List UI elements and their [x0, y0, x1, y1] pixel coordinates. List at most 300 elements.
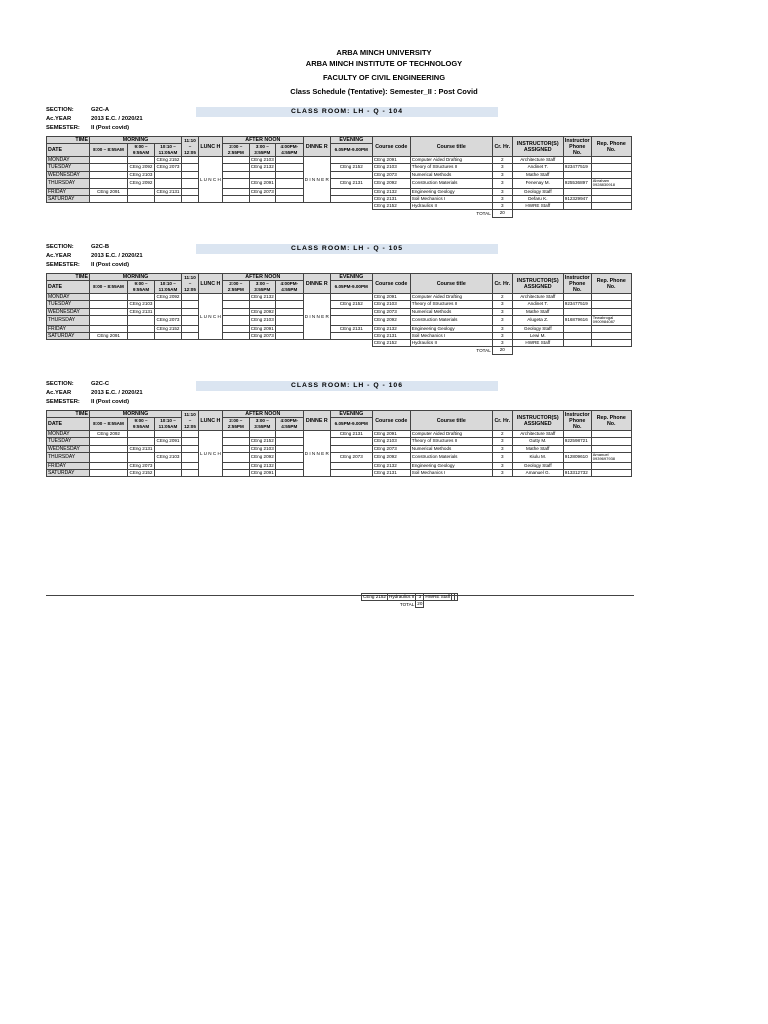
- dinner-header: DINNE R: [303, 137, 330, 157]
- slot-header: 6.05PM-9.00PM: [330, 144, 372, 157]
- faculty-name: FACULTY OF CIVIL ENGINEERING: [322, 73, 446, 82]
- afternoon-header: AFTER NOON: [222, 411, 303, 418]
- day-cell: SATURDAY: [47, 332, 90, 339]
- dinner-header: DINNE R: [303, 274, 330, 294]
- course-code: CEng 2103: [372, 164, 410, 171]
- instructor-phone: [563, 431, 591, 438]
- course-code: CEng 2152: [372, 340, 410, 347]
- slot-header: 3:00 – 3:55PM: [249, 144, 275, 157]
- year-label: Ac.YEAR: [46, 253, 72, 259]
- section-value: G2C-B: [91, 244, 110, 250]
- slot-cell: [182, 195, 199, 202]
- course-code: CEng 2131: [372, 469, 410, 476]
- evening-header: EVENING: [330, 411, 372, 418]
- instructor-phone: [563, 203, 591, 210]
- slot-cell: CEng 2092: [128, 178, 155, 188]
- lunch-break: L U N C H: [199, 294, 223, 340]
- slot-header: 10:10 – 11:05AM: [155, 281, 182, 294]
- slot-cell: [330, 171, 372, 178]
- semester-label: SEMESTER:: [46, 262, 80, 268]
- total-value: 20: [492, 347, 512, 354]
- slot-header: 11:10 – 12:05: [182, 137, 199, 157]
- slot-cell: [275, 178, 303, 188]
- slot-cell: [182, 308, 199, 315]
- credit-hours: 2: [492, 157, 512, 164]
- slot-cell: [182, 452, 199, 462]
- slot-cell: [182, 445, 199, 452]
- slot-cell: CEng 2073: [330, 452, 372, 462]
- time-header: TIME: [47, 137, 90, 144]
- course-title: Soil Mechanics I: [410, 332, 492, 339]
- slot-cell: [222, 157, 249, 164]
- slot-cell: CEng 2131: [156, 188, 180, 194]
- year-value: 2013 E.C. / 2020/21: [91, 253, 143, 259]
- course-title: Engineering Geology: [410, 325, 492, 332]
- instructor: Lewi M.: [512, 332, 563, 339]
- dinner-break: D I N N E R: [303, 294, 330, 340]
- morning-header: MORNING: [90, 274, 182, 281]
- slot-cell: CEng 2152: [156, 325, 180, 331]
- rep-phone: Tewabrogal 0900984087: [591, 315, 631, 325]
- table-row: [47, 462, 632, 469]
- slot-cell: [330, 438, 372, 445]
- instructor-phone: 916879616: [563, 315, 591, 325]
- slot-cell: [222, 188, 249, 195]
- rep-phone: [591, 188, 631, 195]
- course-title: Computer Aided Drafting: [410, 294, 492, 301]
- slot-header: 2:00 – 2:55PM: [222, 418, 249, 431]
- slot-cell: [128, 157, 155, 164]
- credit-header: Cr. Hr.: [492, 274, 512, 294]
- credit-hours: 3: [492, 188, 512, 195]
- course-code: CEng 2103: [372, 438, 410, 445]
- credit-header: Cr. Hr.: [492, 411, 512, 431]
- date-header: DATE: [47, 281, 90, 294]
- semester-label: SEMESTER:: [46, 399, 80, 405]
- slot-cell: [182, 188, 199, 195]
- table-row: [47, 452, 632, 462]
- day-cell: TUESDAY: [47, 301, 90, 308]
- slot-cell: CEng 2152: [156, 157, 180, 163]
- instructor: Geology Staff: [512, 325, 563, 332]
- slot-cell: [222, 325, 249, 332]
- slot-cell: CEng 2132: [250, 294, 274, 300]
- slot-cell: [90, 462, 128, 469]
- afternoon-header: AFTER NOON: [222, 274, 303, 281]
- slot-header: 4:00PM- 4:55PM: [275, 281, 303, 294]
- semester-value: II (Post covid): [91, 262, 130, 268]
- schedule-table: [46, 410, 632, 477]
- slot-cell: [155, 431, 182, 438]
- total-label: TOTAL: [372, 347, 492, 354]
- slot-cell: CEng 2073: [129, 462, 153, 468]
- slot-cell: CEng 2091: [249, 178, 275, 188]
- rep-phone: [591, 308, 631, 315]
- instructor: Geology Staff: [512, 462, 563, 469]
- day-cell: THURSDAY: [47, 315, 90, 325]
- credit-hours: 3: [492, 462, 512, 469]
- credit-hours: 3: [492, 301, 512, 308]
- table-row: [47, 308, 632, 315]
- slot-cell: [275, 308, 303, 315]
- dinner-break: D I N N E R: [303, 157, 330, 203]
- slot-cell: [222, 438, 249, 445]
- course-title: Hydraulics II: [389, 594, 415, 600]
- course-code-header: Course code: [372, 411, 410, 431]
- slot-cell: [222, 171, 249, 178]
- slot-cell: [155, 445, 182, 452]
- credit-hours: 3: [492, 164, 512, 171]
- slot-cell: [275, 469, 303, 476]
- total-value: 20: [417, 601, 423, 607]
- slot-cell: CEng 2152: [129, 470, 153, 476]
- course-title: Computer Aided Drafting: [410, 431, 492, 438]
- course-code: CEng 2091: [372, 431, 410, 438]
- schedule-table: [46, 136, 632, 218]
- slot-cell: CEng 2103: [129, 301, 153, 307]
- instructor: Alugeta Z.: [512, 315, 563, 325]
- instructor: Kiulu M.: [512, 452, 563, 462]
- slot-cell: [182, 462, 199, 469]
- slot-cell: [249, 301, 275, 308]
- rep-phone: [591, 340, 631, 347]
- rep-phone: [591, 445, 631, 452]
- credit-hours: 2: [492, 294, 512, 301]
- class-room-banner: CLASS ROOM: LH - Q - 106: [196, 381, 498, 391]
- course-title: Construction Materials: [410, 315, 492, 325]
- header-row: [47, 411, 632, 418]
- slot-cell: [155, 195, 182, 202]
- semester-label: SEMESTER:: [46, 125, 80, 131]
- slot-cell: [330, 469, 372, 476]
- slot-cell: [90, 157, 128, 164]
- slot-cell: CEng 2092: [129, 164, 153, 170]
- slot-cell: [330, 157, 372, 164]
- credit-hours: 3: [492, 195, 512, 202]
- lunch-header: LUNC H: [199, 274, 223, 294]
- slot-cell: [128, 325, 155, 332]
- slot-cell: CEng 2152: [250, 438, 274, 444]
- instructor-phone-header: Instructor Phone No.: [564, 137, 590, 156]
- course-code: CEng 2073: [372, 308, 410, 315]
- slot-cell: [128, 294, 155, 301]
- course-code: CEng 2131: [372, 195, 410, 202]
- course-title: Theory of Structures II: [410, 164, 492, 171]
- slot-cell: CEng 2131: [129, 445, 153, 451]
- header-row: [47, 274, 632, 281]
- slot-cell: CEng 2092: [90, 431, 128, 438]
- slot-cell: [275, 325, 303, 332]
- instructor: Fenenay M.: [512, 178, 563, 188]
- slot-cell: [275, 164, 303, 171]
- table-row: [47, 178, 632, 188]
- credit-hours: 3: [492, 340, 512, 347]
- instructor-phone: [563, 294, 591, 301]
- table-row: [47, 438, 632, 445]
- instructor-phone: [563, 340, 591, 347]
- course-code: CEng 2073: [372, 171, 410, 178]
- instructor-phone: [563, 332, 591, 339]
- course-code: CEng 2091: [372, 157, 410, 164]
- slot-header: 6.05PM-9.00PM: [330, 281, 372, 294]
- slot-cell: [90, 452, 128, 462]
- course-code: CEng 2092: [372, 315, 410, 325]
- course-code: CEng 2091: [372, 294, 410, 301]
- document-header: [0, 47, 768, 97]
- rep-phone-header: Rep. Phone No.: [591, 274, 631, 294]
- slot-cell: [182, 294, 199, 301]
- course-title: Theory of Structures II: [410, 438, 492, 445]
- instructor-phone: 923477519: [563, 301, 591, 308]
- slot-cell: [330, 445, 372, 452]
- day-cell: TUESDAY: [47, 438, 90, 445]
- instructor: Andinet T.: [512, 164, 563, 171]
- slot-header: 8:00 – 8:55AM: [90, 281, 128, 294]
- course-title-header: Course title: [410, 137, 492, 157]
- slot-cell: CEng 2131: [330, 431, 372, 438]
- time-header: TIME: [47, 411, 90, 418]
- instructor: Defaru K.: [512, 195, 563, 202]
- credit-hours: 3: [492, 438, 512, 445]
- slot-cell: CEng 2103: [155, 452, 182, 462]
- semester-value: II (Post covid): [91, 125, 130, 131]
- instructor: Architecture Staff: [512, 294, 563, 301]
- section-meta: [46, 243, 143, 270]
- credit-hours: 3: [492, 445, 512, 452]
- table-row: [47, 195, 632, 202]
- slot-cell: [222, 308, 249, 315]
- dinner-header: DINNE R: [303, 411, 330, 431]
- rep-phone: [591, 195, 631, 202]
- slot-cell: [90, 438, 128, 445]
- day-cell: THURSDAY: [47, 178, 90, 188]
- slot-cell: [90, 178, 128, 188]
- slot-cell: [275, 445, 303, 452]
- day-cell: WEDNESDAY: [47, 445, 90, 452]
- slot-cell: [275, 452, 303, 462]
- table-row: [47, 332, 632, 339]
- course-title: Hydraulics II: [410, 203, 492, 210]
- instructor: Mathe Staff: [512, 171, 563, 178]
- course-title: Soil Mechanics I: [410, 469, 492, 476]
- slot-cell: [222, 452, 249, 462]
- table-row: [47, 294, 632, 301]
- day-cell: WEDNESDAY: [47, 308, 90, 315]
- slot-cell: [330, 294, 372, 301]
- lunch-break: L U N C H: [199, 431, 223, 477]
- credit-hours: 3: [492, 332, 512, 339]
- slot-cell: [90, 315, 128, 325]
- slot-header: 11:10 – 12:05: [182, 411, 199, 431]
- footer-divider: [46, 595, 634, 596]
- day-cell: MONDAY: [47, 294, 90, 301]
- day-cell: MONDAY: [47, 431, 90, 438]
- rep-phone: [591, 431, 631, 438]
- day-cell: FRIDAY: [47, 325, 90, 332]
- table-row: [47, 431, 632, 438]
- slot-cell: CEng 2091: [250, 470, 274, 476]
- instructor: HWRE Staff: [425, 594, 451, 600]
- course-code: CEng 2131: [372, 332, 410, 339]
- instructor-phone: [563, 308, 591, 315]
- slot-header: 4:00PM- 4:55PM: [275, 144, 303, 157]
- rep-phone: [591, 301, 631, 308]
- course-code: CEng 2073: [372, 445, 410, 452]
- rep-phone: [591, 469, 631, 476]
- slot-cell: [222, 301, 249, 308]
- slot-cell: [275, 157, 303, 164]
- slot-cell: [222, 164, 249, 171]
- slot-cell: [90, 445, 128, 452]
- day-cell: FRIDAY: [47, 462, 90, 469]
- credit-header: Cr. Hr.: [492, 137, 512, 157]
- instructor: Andinet T.: [512, 301, 563, 308]
- slot-cell: [330, 315, 372, 325]
- instructor: Architecture Staff: [512, 157, 563, 164]
- slot-cell: [90, 301, 128, 308]
- slot-cell: [249, 195, 275, 202]
- slot-cell: [182, 438, 199, 445]
- slot-cell: [182, 164, 199, 171]
- day-cell: SATURDAY: [47, 469, 90, 476]
- table-row: [47, 171, 632, 178]
- course-title-header: Course title: [410, 411, 492, 431]
- slot-cell: CEng 2103: [129, 171, 153, 177]
- slot-cell: [275, 301, 303, 308]
- credit-hours: 3: [492, 308, 512, 315]
- slot-cell: CEng 2132: [250, 164, 274, 170]
- slot-cell: CEng 2073: [250, 333, 274, 339]
- total-label: TOTAL: [372, 210, 492, 217]
- slot-cell: CEng 2073: [156, 164, 180, 170]
- year-label: Ac.YEAR: [46, 390, 72, 396]
- credit-hours: 3: [492, 315, 512, 325]
- table-row: [47, 301, 632, 308]
- slot-cell: [330, 195, 372, 202]
- course-title: Numerical Methods: [410, 445, 492, 452]
- credit-hours: 3: [492, 203, 512, 210]
- slot-cell: [128, 452, 155, 462]
- course-code: CEng 2092: [372, 452, 410, 462]
- day-cell: FRIDAY: [47, 188, 90, 195]
- slot-cell: [222, 462, 249, 469]
- slot-cell: CEng 2091: [90, 332, 128, 339]
- schedule-table: [46, 273, 632, 355]
- slot-cell: CEng 2092: [250, 308, 274, 314]
- section-meta: [46, 106, 143, 133]
- slot-cell: [90, 308, 128, 315]
- year-value: 2013 E.C. / 2020/21: [91, 116, 143, 122]
- course-code: CEng 2152: [363, 594, 386, 600]
- course-code: CEng 2103: [372, 301, 410, 308]
- rep-phone: [591, 325, 631, 332]
- schedule-title: Class Schedule (Tentative): Semester_II : Post Covid: [290, 87, 478, 96]
- slot-cell: [182, 301, 199, 308]
- table-row: [47, 164, 632, 171]
- slot-cell: [222, 195, 249, 202]
- instructor-header: INSTRUCTOR(S) ASSIGNED: [512, 274, 563, 294]
- table-row: [47, 325, 632, 332]
- slot-cell: [128, 431, 155, 438]
- time-header: TIME: [47, 274, 90, 281]
- course-code: CEng 2132: [372, 462, 410, 469]
- slot-cell: [182, 157, 199, 164]
- slot-header: 8:00 – 8:55AM: [90, 144, 128, 157]
- day-cell: THURSDAY: [47, 452, 90, 462]
- slot-cell: CEng 2092: [249, 452, 275, 462]
- slot-cell: CEng 2152: [330, 301, 372, 308]
- instructor: HWRE Staff: [512, 340, 563, 347]
- total-row: [47, 347, 632, 354]
- slot-cell: [128, 438, 155, 445]
- slot-cell: [128, 188, 155, 195]
- slot-cell: [128, 315, 155, 325]
- class-room-banner: CLASS ROOM: LH - Q - 105: [196, 244, 498, 254]
- slot-header: 9:00 – 9:55AM: [128, 144, 155, 157]
- afternoon-header: AFTER NOON: [222, 137, 303, 144]
- slot-cell: [222, 178, 249, 188]
- evening-header: EVENING: [330, 274, 372, 281]
- instructor-header: INSTRUCTOR(S) ASSIGNED: [512, 137, 563, 157]
- instructor-phone: 922598721: [563, 438, 591, 445]
- slot-cell: [330, 188, 372, 195]
- slot-cell: [90, 325, 128, 332]
- rep-phone: [591, 438, 631, 445]
- instructor-phone: [563, 157, 591, 164]
- total-row: [47, 210, 632, 217]
- day-cell: MONDAY: [47, 157, 90, 164]
- slot-cell: [275, 332, 303, 339]
- slot-header: 9:00 – 9:55AM: [128, 418, 155, 431]
- slot-header: 11:10 – 12:05: [182, 274, 199, 294]
- slot-cell: [249, 171, 275, 178]
- slot-cell: [155, 462, 182, 469]
- slot-cell: [275, 294, 303, 301]
- slot-cell: [275, 431, 303, 438]
- course-code-header: Course code: [372, 137, 410, 157]
- rep-phone: [591, 164, 631, 171]
- course-code: CEng 2152: [372, 203, 410, 210]
- instructor-phone: 913312732: [563, 469, 591, 476]
- slot-cell: CEng 2092: [156, 294, 180, 300]
- section-label: SECTION:: [46, 381, 74, 387]
- slot-header: 2:00 – 2:55PM: [222, 144, 249, 157]
- slot-cell: [155, 301, 182, 308]
- instructor: Architecture Staff: [512, 431, 563, 438]
- section-meta: [46, 380, 143, 407]
- instructor: Geology Staff: [512, 188, 563, 195]
- empty-cell: [47, 203, 373, 210]
- section-label: SECTION:: [46, 244, 74, 250]
- slot-cell: [222, 469, 249, 476]
- year-value: 2013 E.C. / 2020/21: [91, 390, 143, 396]
- slot-cell: [275, 171, 303, 178]
- credit-hours: 3: [492, 171, 512, 178]
- morning-header: MORNING: [90, 411, 182, 418]
- header-row: [47, 137, 632, 144]
- day-cell: TUESDAY: [47, 164, 90, 171]
- instructor-phone: [563, 171, 591, 178]
- dinner-break: D I N N E R: [303, 431, 330, 477]
- instructor-phone: [563, 445, 591, 452]
- rep-phone: [591, 157, 631, 164]
- slot-header: 10:10 – 11:05AM: [155, 144, 182, 157]
- course-title: Soil Mechanics I: [410, 195, 492, 202]
- slot-cell: [249, 431, 275, 438]
- course-title-header: Course title: [410, 274, 492, 294]
- instructor-phone: [563, 188, 591, 195]
- table-row: [47, 340, 632, 347]
